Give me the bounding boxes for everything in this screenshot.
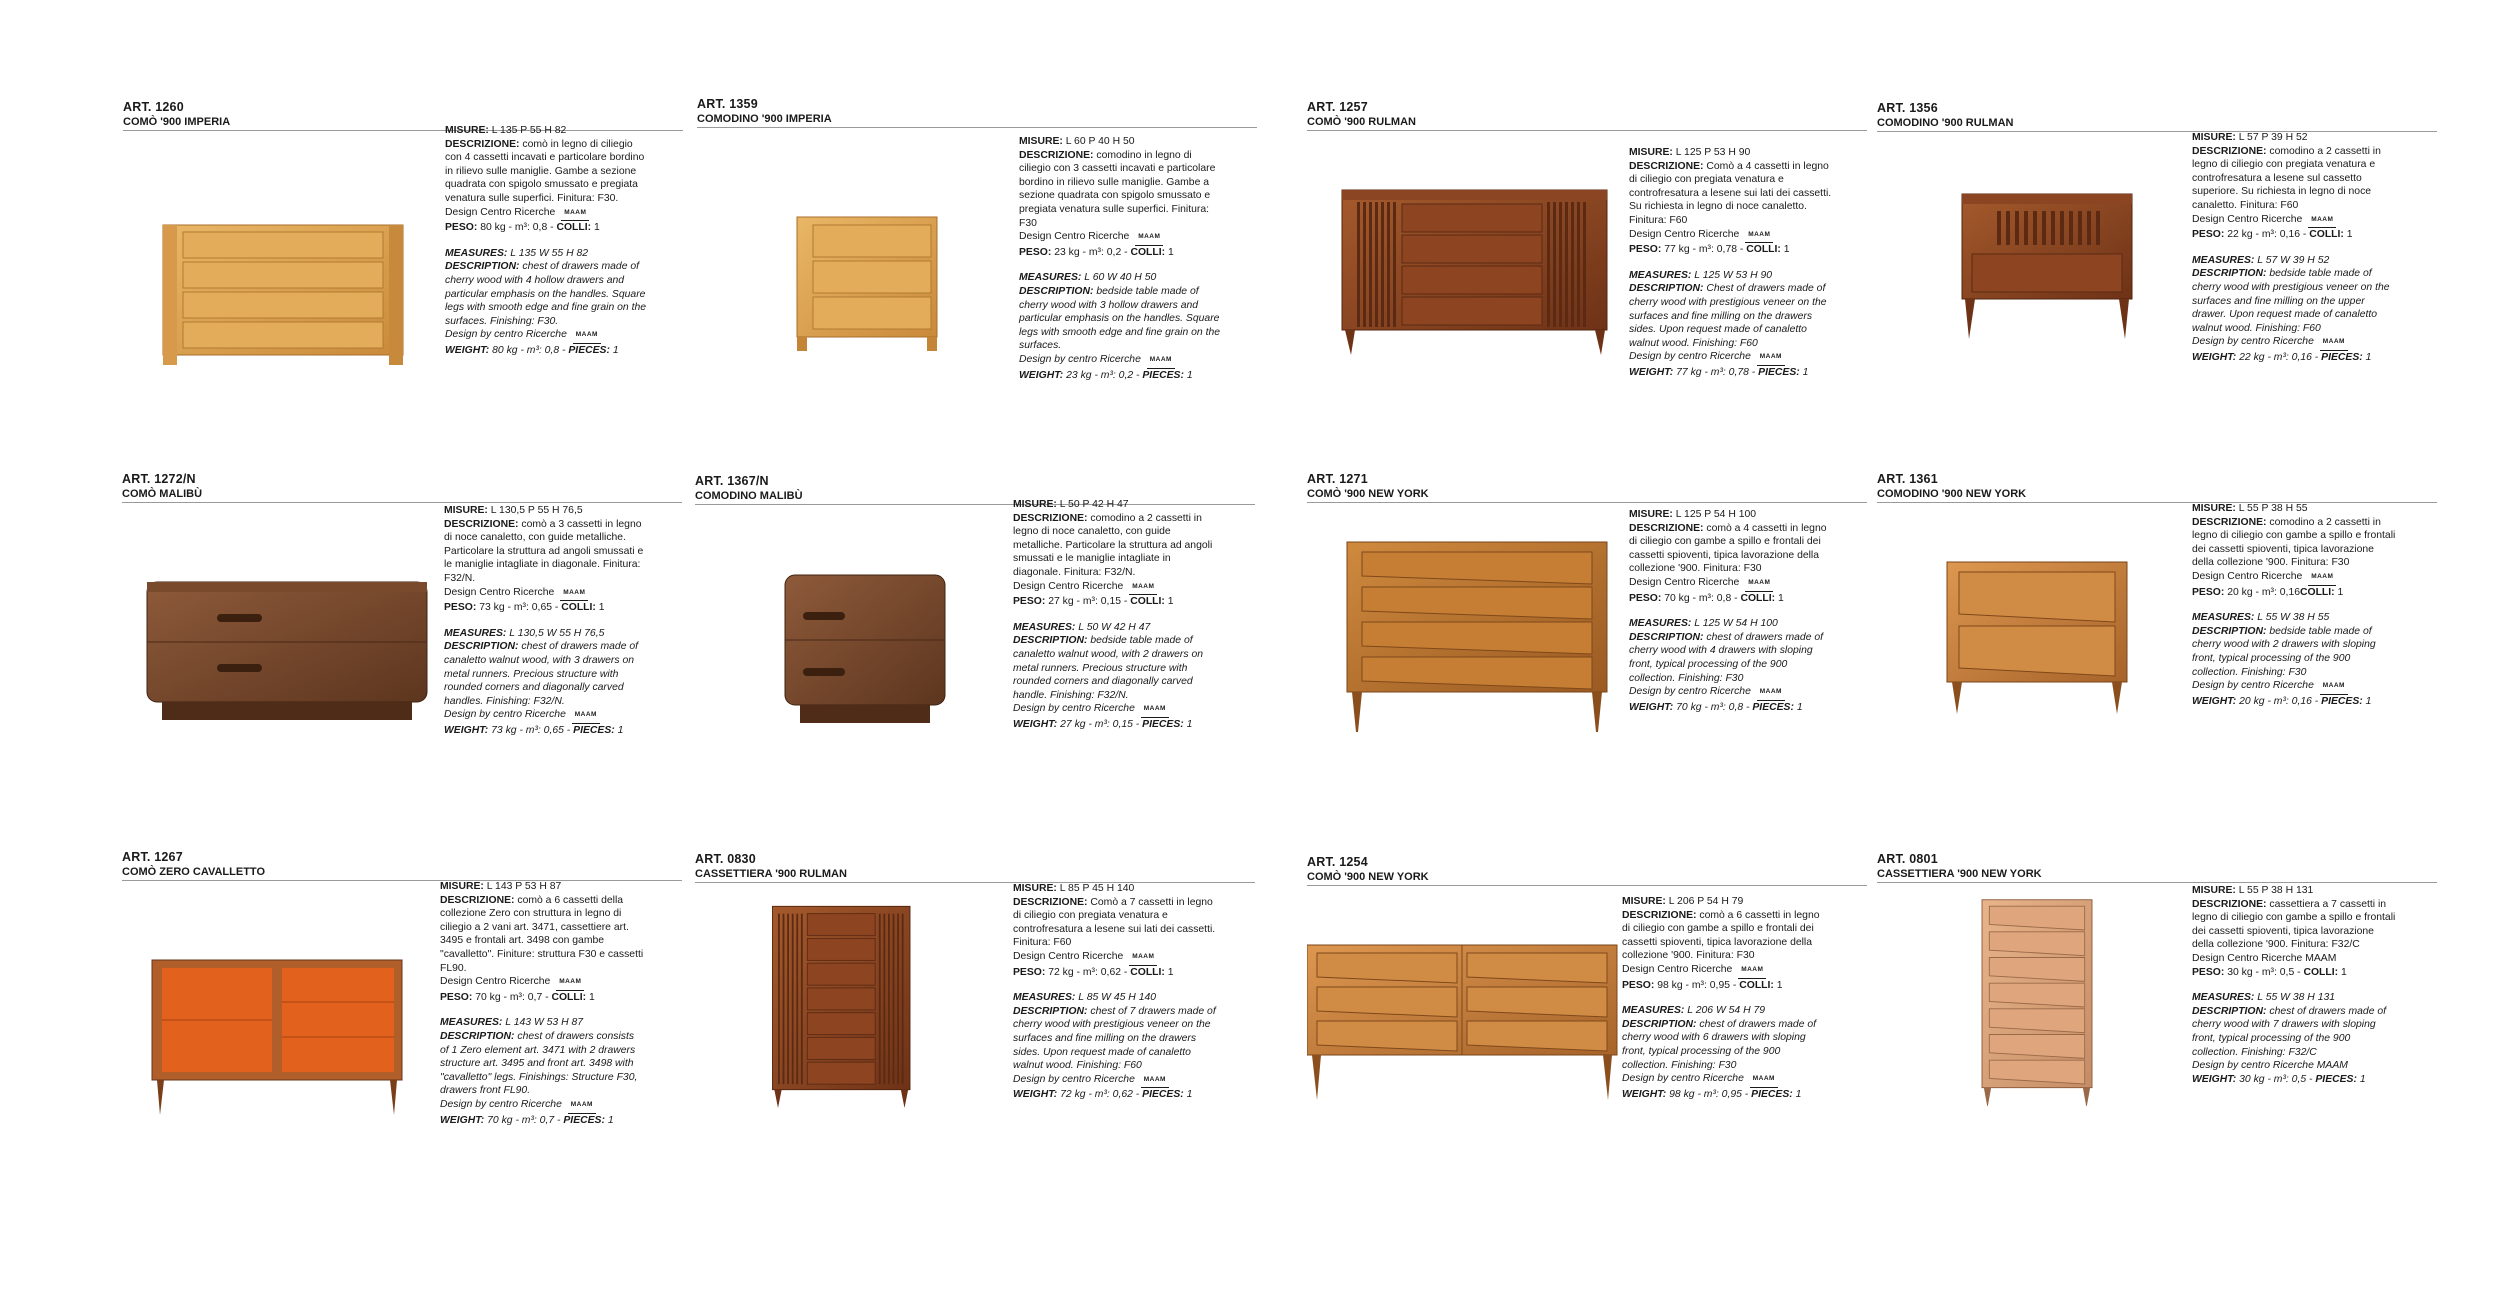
en-design: Design by centro Ricerche MAAM: [1622, 1072, 1827, 1088]
en-description: DESCRIPTION: chest of drawers made of cherry wood with 4 hollow drawers and particular emphasis on the handles. Square legs with smooth edge and fine grain on the surfaces. Finishing: F30.: [445, 261, 647, 327]
en-size: MEASURES: L 55 W 38 H 55: [2192, 612, 2330, 624]
it-weight: PESO: 27 kg - m³: 0,15 - COLLI: 1: [1013, 596, 1174, 608]
product-image: [1877, 159, 2197, 379]
article-number: ART. 1361: [1877, 472, 1938, 486]
maam-logo: MAAM: [1141, 702, 1169, 718]
en-description: DESCRIPTION: chest of drawers made of cherry wood with 4 drawers with sloping front, typical processing of the 900 collection. Finishing: F30: [1629, 631, 1824, 684]
en-design: Design by centro Ricerche MAAM: [1013, 702, 1218, 718]
en-description: DESCRIPTION: chest of drawers made of cherry wood with 7 drawers with sloping front, typical processing of the 900 collection. Finishing: F32/C: [2192, 1005, 2387, 1058]
en-weight: WEIGHT: 23 kg - m³: 0,2 - PIECES: 1: [1019, 369, 1193, 381]
it-size: MISURE: L 125 P 54 H 100: [1629, 509, 1757, 520]
it-weight: PESO: 70 kg - m³: 0,7 - COLLI: 1: [440, 991, 595, 1003]
article-number: ART. 1257: [1307, 100, 1368, 114]
en-description: DESCRIPTION: chest of drawers made of canaletto walnut wood, with 3 drawers on metal runners. Precious structure with rounded corners and diagonally carved handles. Finishing: F32/N.: [444, 641, 639, 707]
en-weight: WEIGHT: 73 kg - m³: 0,65 - PIECES: 1: [444, 724, 624, 736]
product-image: [695, 888, 1015, 1108]
en-size: MEASURES: L 60 W 40 H 50: [1019, 272, 1157, 284]
en-weight: WEIGHT: 80 kg - m³: 0,8 - PIECES: 1: [445, 344, 619, 356]
product-name: COMODINO '900 IMPERIA: [697, 113, 832, 125]
product-image: [1877, 522, 2197, 742]
maam-logo: MAAM: [2320, 679, 2348, 695]
product-specs: [1013, 882, 1218, 1102]
product-image: [1307, 150, 1627, 370]
product-name: COMÒ ZERO CAVALLETTO: [122, 866, 265, 878]
product-name: COMODINO '900 RULMAN: [1877, 117, 2014, 129]
it-design: Design Centro Ricerche MAAM: [1629, 576, 1834, 592]
product-specs: [440, 880, 645, 1127]
product-specs: [1622, 895, 1827, 1101]
it-design: Design Centro Ricerche MAAM: [2192, 213, 2397, 229]
it-design: Design Centro Ricerche MAAM: [444, 586, 649, 602]
maam-logo: MAAM: [1141, 1073, 1169, 1089]
product-card-1367n: [695, 474, 1315, 834]
product-name: COMÒ MALIBÙ: [122, 488, 203, 500]
divider: [122, 502, 682, 503]
product-specs: [1019, 135, 1224, 382]
en-weight: WEIGHT: 70 kg - m³: 0,7 - PIECES: 1: [440, 1114, 614, 1126]
it-weight: PESO: 80 kg - m³: 0,8 - COLLI: 1: [445, 222, 600, 234]
product-specs: [1629, 146, 1834, 380]
divider: [1307, 885, 1867, 886]
it-size: MISURE: L 125 P 53 H 90: [1629, 147, 1751, 158]
it-design: Design Centro Ricerche MAAM: [1013, 580, 1218, 596]
article-number: ART. 1254: [1307, 855, 1368, 869]
product-image: [695, 540, 1015, 760]
maam-logo: MAAM: [1147, 353, 1175, 369]
en-size: MEASURES: L 143 W 53 H 87: [440, 1017, 584, 1029]
maam-logo: MAAM: [1129, 950, 1157, 966]
it-description: DESCRIZIONE: comodino a 2 cassetti in legno di noce canaletto, con guide metalliche. Particolare la struttura ad angoli smussati e le maniglie intagliate in diagonale. Finitura: F32/N.: [1013, 512, 1213, 578]
article-number: ART. 1367/N: [695, 474, 769, 488]
product-name: CASSETTIERA '900 NEW YORK: [1877, 868, 2042, 880]
it-size: MISURE: L 55 P 38 H 55: [2192, 503, 2308, 514]
en-weight: WEIGHT: 27 kg - m³: 0,15 - PIECES: 1: [1013, 718, 1193, 730]
product-name: COMÒ '900 NEW YORK: [1307, 871, 1429, 883]
product-specs: [2192, 131, 2397, 365]
it-design: Design Centro Ricerche MAAM: [440, 975, 645, 991]
product-image: [1877, 886, 2197, 1106]
en-weight: WEIGHT: 30 kg - m³: 0,5 - PIECES: 1: [2192, 1073, 2366, 1085]
product-card-1254: [1307, 855, 1927, 1215]
maam-logo: MAAM: [560, 586, 588, 602]
product-image: [122, 542, 442, 762]
maam-logo: MAAM: [1750, 1072, 1778, 1088]
en-description: DESCRIPTION: chest of drawers made of cherry wood with 6 drawers with sloping front, typical processing of the 900 collection. Finishing: F30: [1622, 1018, 1817, 1071]
it-size: MISURE: L 206 P 54 H 79: [1622, 896, 1744, 907]
article-number: ART. 0801: [1877, 852, 1938, 866]
article-number: ART. 1260: [123, 100, 184, 114]
it-design: Design Centro Ricerche MAAM: [1019, 230, 1224, 246]
it-size: MISURE: L 60 P 40 H 50: [1019, 136, 1135, 147]
product-specs: [444, 504, 649, 738]
product-image: [1307, 915, 1627, 1135]
product-specs: [445, 124, 650, 358]
it-design: Design Centro Ricerche MAAM: [2192, 570, 2397, 586]
article-number: ART. 0830: [695, 852, 756, 866]
product-card-1272n: [122, 472, 742, 832]
en-design: Design by centro Ricerche MAAM: [2192, 679, 2397, 695]
product-image: [697, 167, 1017, 387]
article-number: ART. 1359: [697, 97, 758, 111]
en-design: Design by centro Ricerche MAAM: [1013, 1073, 1218, 1089]
maam-logo: MAAM: [1757, 350, 1785, 366]
product-name: COMODINO MALIBÙ: [695, 490, 803, 502]
product-card-1260: [123, 100, 743, 460]
it-weight: PESO: 72 kg - m³: 0,62 - COLLI: 1: [1013, 966, 1174, 978]
en-description: DESCRIPTION: chest of 7 drawers made of cherry wood with prestigious veneer on the surfaces and fine milling on the drawers sides. Upon request made of canaletto walnut wood. Finishing: F60: [1013, 1005, 1216, 1072]
product-card-0801: [1877, 852, 2497, 1212]
en-size: MEASURES: L 55 W 38 H 131: [2192, 992, 2336, 1004]
product-specs: [1013, 498, 1218, 732]
en-size: MEASURES: L 125 W 54 H 100: [1629, 618, 1778, 630]
it-description: DESCRIZIONE: comò a 3 cassetti in legno di noce canaletto, con guide metalliche. Particolare la struttura ad angoli smussati e le maniglie intagliate in diagonale. Finitura: F32/N.: [444, 518, 644, 584]
it-size: MISURE: L 50 P 42 H 47: [1013, 499, 1129, 510]
it-description: DESCRIZIONE: comò a 6 cassetti della collezione Zero con struttura in legno di ciliegio a 2 vani art. 3471, cassettiere art. 3495 e frontali art. 3498 con gambe "cavalletto". Finiture: struttura F30 e cassetti FL90.: [440, 894, 644, 974]
product-card-1356: [1877, 101, 2497, 461]
it-description: DESCRIZIONE: Comò a 7 cassetti in legno di ciliegio con pregiata venatura e controfresatura a lesene sui lati dei cassetti. Finitura: F60: [1013, 896, 1216, 949]
it-design: Design Centro Ricerche MAAM: [445, 206, 650, 222]
maam-logo: MAAM: [2320, 335, 2348, 351]
en-weight: WEIGHT: 22 kg - m³: 0,16 - PIECES: 1: [2192, 351, 2372, 363]
it-size: MISURE: L 135 P 55 H 82: [445, 125, 567, 136]
maam-logo: MAAM: [1129, 580, 1157, 596]
maam-logo: MAAM: [561, 206, 589, 222]
it-size: MISURE: L 57 P 39 H 52: [2192, 132, 2308, 143]
en-size: MEASURES: L 85 W 45 H 140: [1013, 992, 1157, 1004]
product-image: [1307, 512, 1627, 732]
product-card-1361: [1877, 472, 2497, 832]
article-number: ART. 1356: [1877, 101, 1938, 115]
it-weight: PESO: 22 kg - m³: 0,16 - COLLI: 1: [2192, 229, 2353, 241]
en-design: Design by centro Ricerche MAAM: [1629, 685, 1834, 701]
en-design: Design by centro Ricerche MAAM: [444, 708, 649, 724]
product-image: [122, 910, 442, 1130]
product-name: COMODINO '900 NEW YORK: [1877, 488, 2027, 500]
it-description: DESCRIZIONE: comodino a 2 cassetti in legno di ciliegio con gambe a spillo e frontali dei cassetti spioventi, tipica lavorazione della collezione '900. Finitura: F30: [2192, 516, 2396, 569]
product-card-0830: [695, 852, 1315, 1212]
en-weight: WEIGHT: 98 kg - m³: 0,95 - PIECES: 1: [1622, 1088, 1802, 1100]
it-size: MISURE: L 55 P 38 H 131: [2192, 885, 2314, 896]
maam-logo: MAAM: [1135, 230, 1163, 246]
divider: [1877, 882, 2437, 883]
maam-logo: MAAM: [1757, 685, 1785, 701]
en-weight: WEIGHT: 20 kg - m³: 0,16 - PIECES: 1: [2192, 695, 2372, 707]
product-card-1257: [1307, 100, 1927, 460]
product-name: COMÒ '900 NEW YORK: [1307, 488, 1429, 500]
it-size: MISURE: L 85 P 45 H 140: [1013, 883, 1135, 894]
en-weight: WEIGHT: 77 kg - m³: 0,78 - PIECES: 1: [1629, 366, 1809, 378]
it-design: Design Centro Ricerche MAAM: [1622, 963, 1827, 979]
maam-logo: MAAM: [573, 328, 601, 344]
it-description: DESCRIZIONE: comodino a 2 cassetti in legno di ciliegio con pregiata venatura e controfresatura a lesene sul cassetto superiore. Su richiesta in legno di noce canaletto. Finitura: F60: [2192, 145, 2381, 211]
en-weight: WEIGHT: 72 kg - m³: 0,62 - PIECES: 1: [1013, 1089, 1193, 1101]
product-name: COMÒ '900 IMPERIA: [123, 116, 231, 128]
it-weight: PESO: 20 kg - m³: 0,16COLLI: 1: [2192, 586, 2344, 598]
en-description: DESCRIPTION: chest of drawers consists of 1 Zero element art. 3471 with 2 drawers structure art. 3495 and front art. 3498 with "cavalletto" legs. Finishings: Structure F30, drawers front FL90.: [440, 1030, 638, 1097]
en-size: MEASURES: L 135 W 55 H 82: [445, 247, 589, 259]
product-image: [123, 170, 443, 390]
it-weight: PESO: 73 kg - m³: 0,65 - COLLI: 1: [444, 602, 605, 614]
it-weight: PESO: 23 kg - m³: 0,2 - COLLI: 1: [1019, 246, 1174, 258]
it-size: MISURE: L 143 P 53 H 87: [440, 881, 562, 892]
it-description: DESCRIZIONE: comò a 4 cassetti in legno di ciliegio con gambe a spillo e frontali dei cassetti spioventi, tipica lavorazione della collezione '900. Finitura: F30: [1629, 522, 1827, 575]
en-description: DESCRIPTION: Chest of drawers made of cherry wood with prestigious veneer on the surfaces and fine milling on the drawers sides. Upon request made of canaletto walnut wood. Finishing: F60: [1629, 283, 1827, 349]
product-card-1359: [697, 97, 1317, 457]
it-description: DESCRIZIONE: comodino in legno di ciliegio con 3 cassetti incavati e particolare bordino in rilievo sulle maniglie. Gambe a sezione quadrata con spigolo smussato e pregiata venatura sulle superfici. Finitura: F30: [1019, 149, 1216, 229]
maam-logo: MAAM: [2308, 570, 2336, 586]
en-description: DESCRIPTION: bedside table made of cherry wood with 2 drawers with sloping front, typical processing of the 900 collection. Finishing: F30: [2192, 625, 2376, 678]
maam-logo: MAAM: [1745, 576, 1773, 592]
it-description: DESCRIZIONE: comò a 6 cassetti in legno di ciliegio con gambe a spillo e frontali dei cassetti spioventi, tipica lavorazione della collezione '900. Finitura: F30: [1622, 909, 1820, 962]
article-number: ART. 1272/N: [122, 472, 196, 486]
en-design: Design by centro Ricerche MAAM: [440, 1098, 645, 1114]
en-size: MEASURES: L 125 W 53 H 90: [1629, 269, 1773, 281]
maam-logo: MAAM: [2308, 213, 2336, 229]
product-specs: [2192, 884, 2397, 1086]
en-description: DESCRIPTION: bedside table made of canaletto walnut wood, with 2 drawers on metal runners. Precious structure with rounded corners and diagonally carved handle. Finishing: F32/N.: [1013, 635, 1204, 701]
it-weight: PESO: 98 kg - m³: 0,95 - COLLI: 1: [1622, 979, 1783, 991]
en-size: MEASURES: L 57 W 39 H 52: [2192, 254, 2330, 266]
it-description: DESCRIZIONE: Comò a 4 cassetti in legno di ciliegio con pregiata venatura e controfresatura a lesene sui lati dei cassetti. Su richiesta in legno di noce canaletto. Finitura: F60: [1629, 160, 1832, 226]
en-design: Design by centro Ricerche MAAM: [2192, 1060, 2348, 1072]
product-specs: [1629, 508, 1834, 714]
en-design: Design by centro Ricerche MAAM: [1019, 353, 1224, 369]
it-description: DESCRIZIONE: comò in legno di ciliegio con 4 cassetti incavati e particolare bordino in rilievo sulle maniglie. Gambe a sezione quadrata con spigolo smussato e pregiata venatura sulle superfici. Finitura: F30.: [445, 138, 645, 204]
it-weight: PESO: 77 kg - m³: 0,78 - COLLI: 1: [1629, 244, 1790, 256]
it-weight: PESO: 70 kg - m³: 0,8 - COLLI: 1: [1629, 592, 1784, 604]
article-number: ART. 1267: [122, 850, 183, 864]
it-design: Design Centro Ricerche MAAM: [1013, 950, 1218, 966]
en-design: Design by centro Ricerche MAAM: [2192, 335, 2397, 351]
article-number: ART. 1271: [1307, 472, 1368, 486]
product-specs: [2192, 502, 2397, 708]
en-weight: WEIGHT: 70 kg - m³: 0,8 - PIECES: 1: [1629, 701, 1803, 713]
en-size: MEASURES: L 130,5 W 55 H 76,5: [444, 627, 605, 639]
it-weight: PESO: 30 kg - m³: 0,5 - COLLI: 1: [2192, 966, 2347, 978]
it-size: MISURE: L 130,5 P 55 H 76,5: [444, 505, 583, 516]
maam-logo: MAAM: [568, 1098, 596, 1114]
en-design: Design by centro Ricerche MAAM: [445, 328, 650, 344]
it-description: DESCRIZIONE: cassettiera a 7 cassetti in legno di ciliegio con gambe a spillo e frontali dei cassetti spioventi, tipica lavorazione della collezione '900. Finitura: F32/C: [2192, 898, 2396, 951]
en-description: DESCRIPTION: bedside table made of cherry wood with prestigious veneer on the surfaces and fine milling on the upper drawer. Upon request made of canaletto walnut wood. Finishing: F60: [2192, 268, 2390, 334]
en-size: MEASURES: L 206 W 54 H 79: [1622, 1005, 1766, 1017]
product-card-1267: [122, 850, 742, 1210]
it-design: Design Centro Ricerche MAAM: [1629, 228, 1834, 244]
product-name: CASSETTIERA '900 RULMAN: [695, 868, 847, 880]
maam-logo: MAAM: [572, 708, 600, 724]
divider: [1307, 130, 1867, 131]
product-name: COMÒ '900 RULMAN: [1307, 116, 1416, 128]
product-card-1271: [1307, 472, 1927, 832]
maam-logo: MAAM: [1745, 228, 1773, 244]
divider: [697, 127, 1257, 128]
it-design: Design Centro Ricerche MAAM: [2192, 952, 2337, 964]
en-design: Design by centro Ricerche MAAM: [1629, 350, 1834, 366]
en-size: MEASURES: L 50 W 42 H 47: [1013, 621, 1151, 633]
maam-logo: MAAM: [1738, 963, 1766, 979]
divider: [1307, 502, 1867, 503]
maam-logo: MAAM: [556, 975, 584, 991]
en-description: DESCRIPTION: bedside table made of cherry wood with 3 hollow drawers and particular emphasis on the handles. Square legs with smooth edge and fine grain on the surfaces.: [1019, 285, 1221, 352]
